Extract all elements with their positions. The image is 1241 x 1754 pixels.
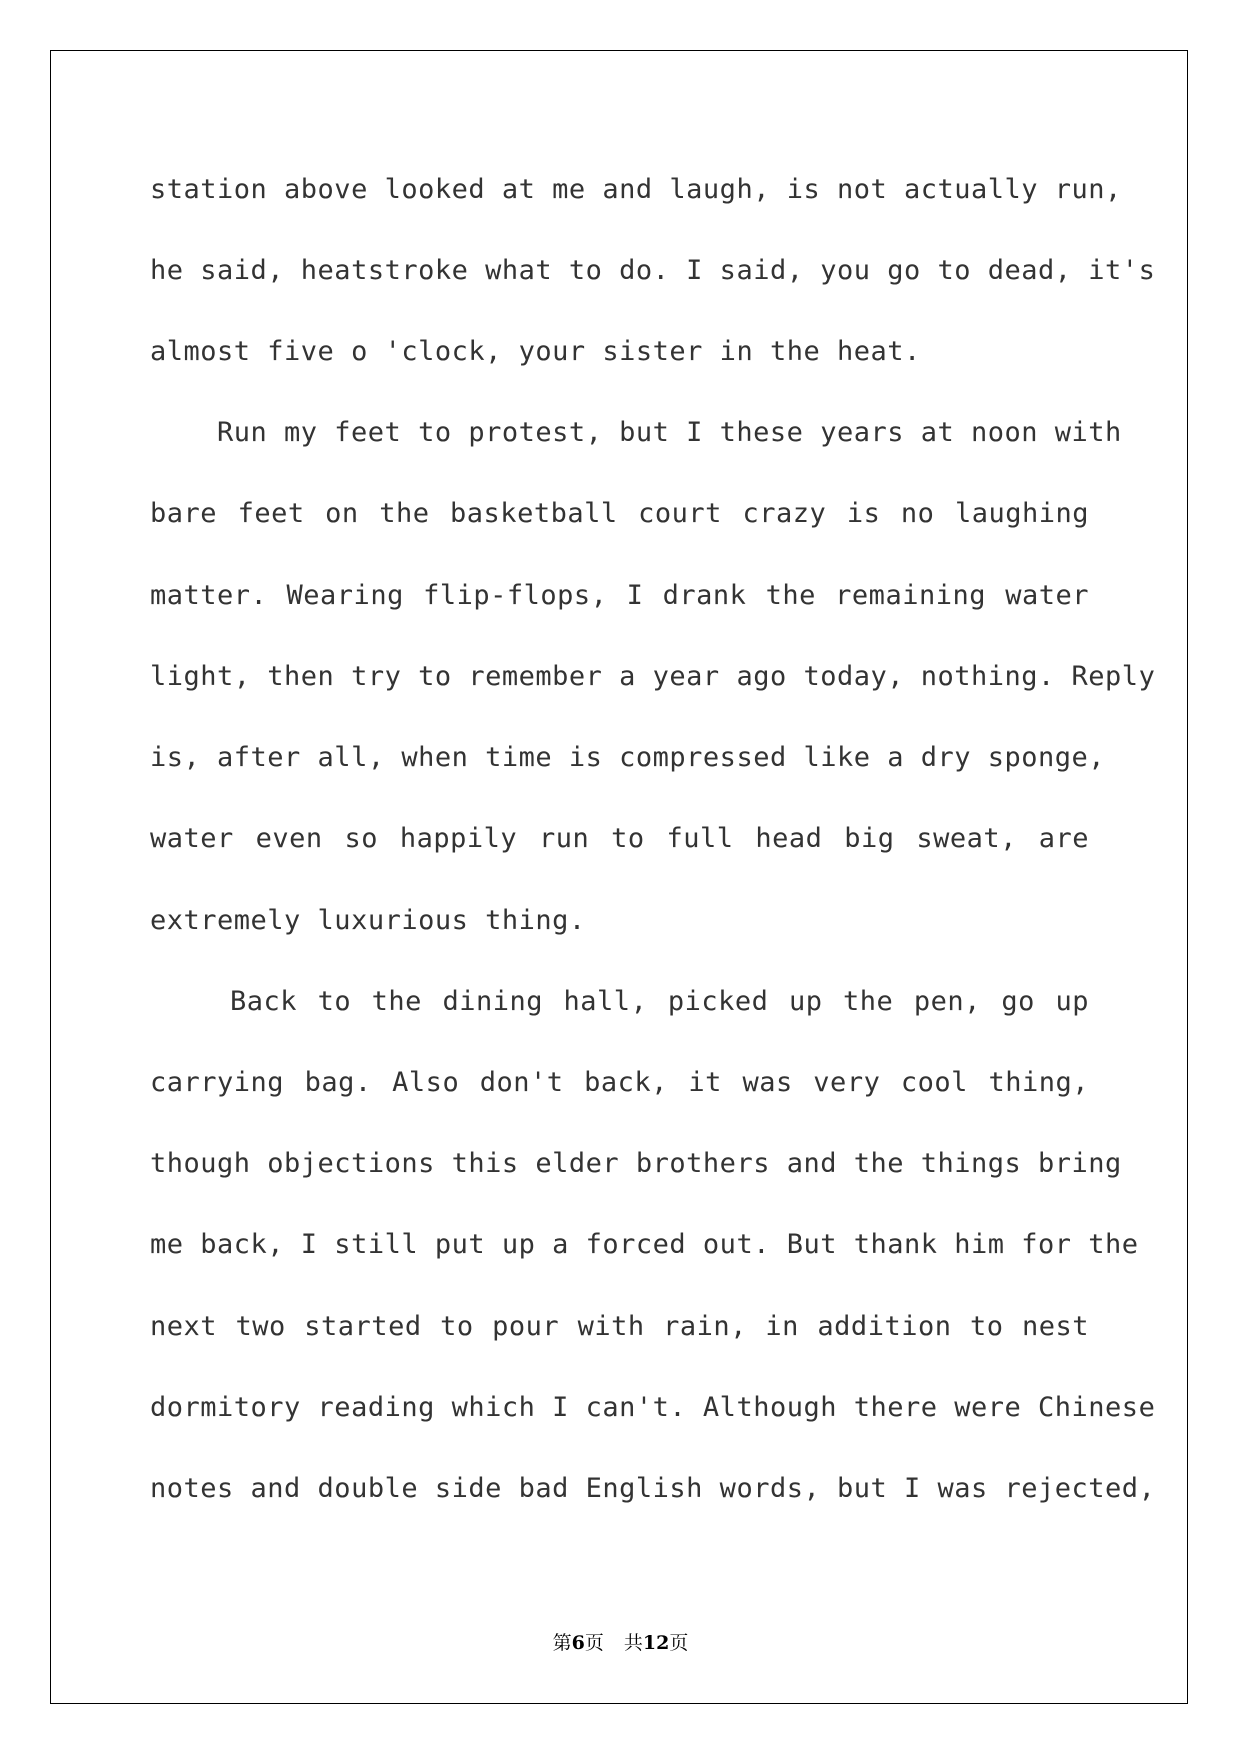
- body-text-line-7: light, then try to remember a year ago today, nothing. Reply: [150, 661, 1156, 692]
- body-text-line-13: though objections this elder brothers and the things bring: [150, 1148, 1122, 1179]
- body-text-line-16: dormitory reading which I can't. Although there were Chinese: [150, 1392, 1156, 1423]
- body-text-line-2: he said, heatstroke what to do. I said, you go to dead, it's: [150, 255, 1156, 286]
- body-text-line-4: Run my feet to protest, but I these years at noon with: [217, 417, 1122, 448]
- body-text-line-8: is, after all, when time is compressed like a dry sponge,: [150, 742, 1106, 773]
- body-text-line-1: station above looked at me and laugh, is not actually run,: [150, 174, 1122, 205]
- body-text-line-6: matter. Wearing flip-flops, I drank the remaining water: [150, 580, 1089, 611]
- footer-page-number: 6: [571, 1632, 585, 1654]
- body-text-line-9: water even so happily run to full head big sweat, are: [150, 823, 1089, 854]
- body-text-line-10: extremely luxurious thing.: [150, 905, 586, 936]
- body-text-line-3: almost five o 'clock, your sister in the heat.: [150, 336, 921, 367]
- body-text-line-15: next two started to pour with rain, in addition to nest: [150, 1311, 1089, 1342]
- body-text-line-14: me back, I still put up a forced out. But thank him for the: [150, 1229, 1139, 1260]
- footer-page-prefix: 第: [552, 1632, 572, 1654]
- body-text-line-17: notes and double side bad English words, but I was rejected,: [150, 1473, 1156, 1504]
- footer-page-suffix: 页: [584, 1632, 604, 1654]
- page-footer: [0, 1628, 1241, 1655]
- body-text-line-5: bare feet on the basketball court crazy is no laughing: [150, 498, 1089, 529]
- page-border: [50, 50, 1188, 1704]
- footer-total-pages: 12: [642, 1632, 670, 1654]
- footer-total-suffix: 页: [669, 1632, 689, 1654]
- body-text-line-11: Back to the dining hall, picked up the pen, go up: [230, 986, 1089, 1017]
- footer-total-prefix: 共: [623, 1632, 643, 1654]
- body-text-line-12: carrying bag. Also don't back, it was very cool thing,: [150, 1067, 1089, 1098]
